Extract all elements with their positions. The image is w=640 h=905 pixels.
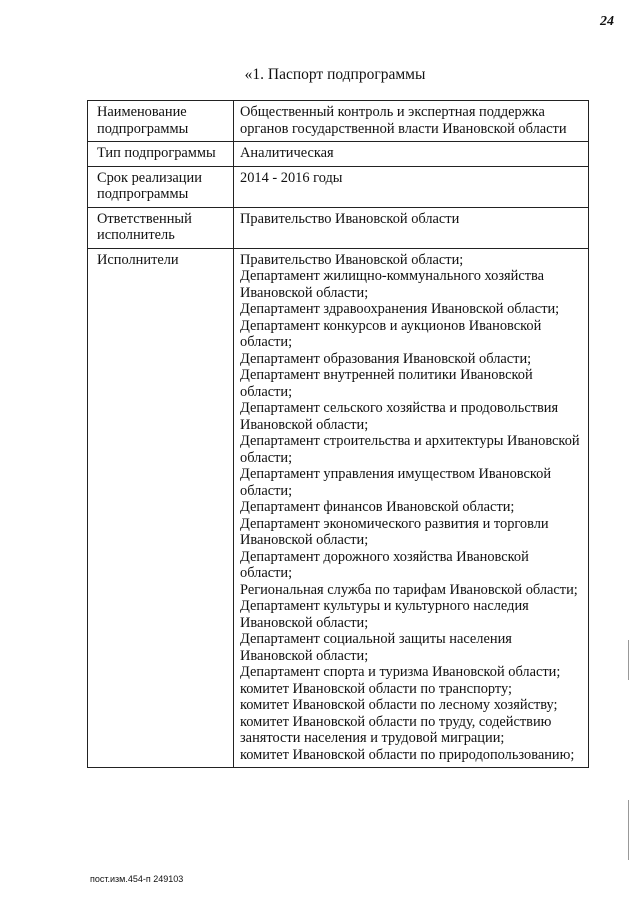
row-value — [234, 101, 589, 142]
value-line: Правительство Ивановской области — [240, 210, 460, 227]
table-row — [88, 142, 589, 167]
row-label: Срок реализации подпрограммы — [88, 166, 234, 207]
executor-item: комитет Ивановской области по природопользованию; — [240, 746, 575, 763]
value-line: 2014 - 2016 годы — [240, 169, 343, 186]
row-label: Наименование подпрограммы — [88, 101, 234, 142]
executor-item: Департамент внутренней политики Ивановской области; — [240, 367, 533, 400]
executor-item: комитет Ивановской области по транспорту; — [240, 680, 513, 697]
table-row — [88, 101, 589, 142]
row-label: Тип подпрограммы — [88, 142, 234, 167]
row-value — [234, 207, 589, 248]
executor-item: Департамент конкурсов и аукционов Ивановской области; — [240, 317, 542, 350]
page-number: 24 — [600, 14, 614, 29]
executor-item: Департамент финансов Ивановской области; — [240, 499, 515, 515]
footer-note: пост.изм.454-п 249103 — [90, 874, 184, 884]
executor-item: Департамент экономического развития и торговли Ивановской области; — [240, 515, 549, 548]
passport-table — [87, 100, 589, 768]
page-title: «1. Паспорт подпрограммы — [244, 66, 426, 83]
value-line: Общественный контроль и экспертная поддержка органов государственной власти Ивановской области — [240, 104, 567, 137]
value-line: Аналитическая — [240, 145, 334, 161]
row-label: Ответственный исполнитель — [88, 207, 234, 248]
table-row — [88, 248, 589, 768]
row-value — [234, 166, 589, 207]
table-row — [88, 166, 589, 207]
executor-item: Департамент здравоохранения Ивановской области; — [240, 301, 560, 317]
executor-item: Департамент строительства и архитектуры Ивановской области; — [240, 433, 580, 466]
executor-item: Департамент культуры и культурного наследия Ивановской области; — [240, 598, 529, 631]
scan-artifact — [628, 640, 629, 680]
row-value — [234, 142, 589, 167]
table-row — [88, 207, 589, 248]
executor-item: Департамент дорожного хозяйства Ивановской области; — [240, 548, 529, 581]
scan-artifact — [628, 800, 629, 860]
executor-item: комитет Ивановской области по лесному хозяйству; — [240, 697, 558, 713]
executors-list — [234, 248, 589, 768]
executor-item: комитет Ивановской области по труду, содействию занятости населения и трудовой миграции; — [240, 713, 552, 746]
row-label: Исполнители — [88, 248, 234, 768]
executor-item: Региональная служба по тарифам Ивановской области; — [240, 581, 578, 598]
executor-item: Департамент образования Ивановской области; — [240, 350, 532, 367]
executor-item: Департамент управления имуществом Ивановской области; — [240, 466, 552, 499]
executor-item: Департамент спорта и туризма Ивановской области; — [240, 664, 561, 680]
executor-item: Департамент социальной защиты населения Ивановской области; — [240, 631, 512, 664]
executor-item: Правительство Ивановской области; — [240, 251, 464, 268]
executor-item: Департамент жилищно-коммунального хозяйства Ивановской области; — [240, 268, 545, 301]
executor-item: Департамент сельского хозяйства и продовольствия Ивановской области; — [240, 400, 559, 433]
